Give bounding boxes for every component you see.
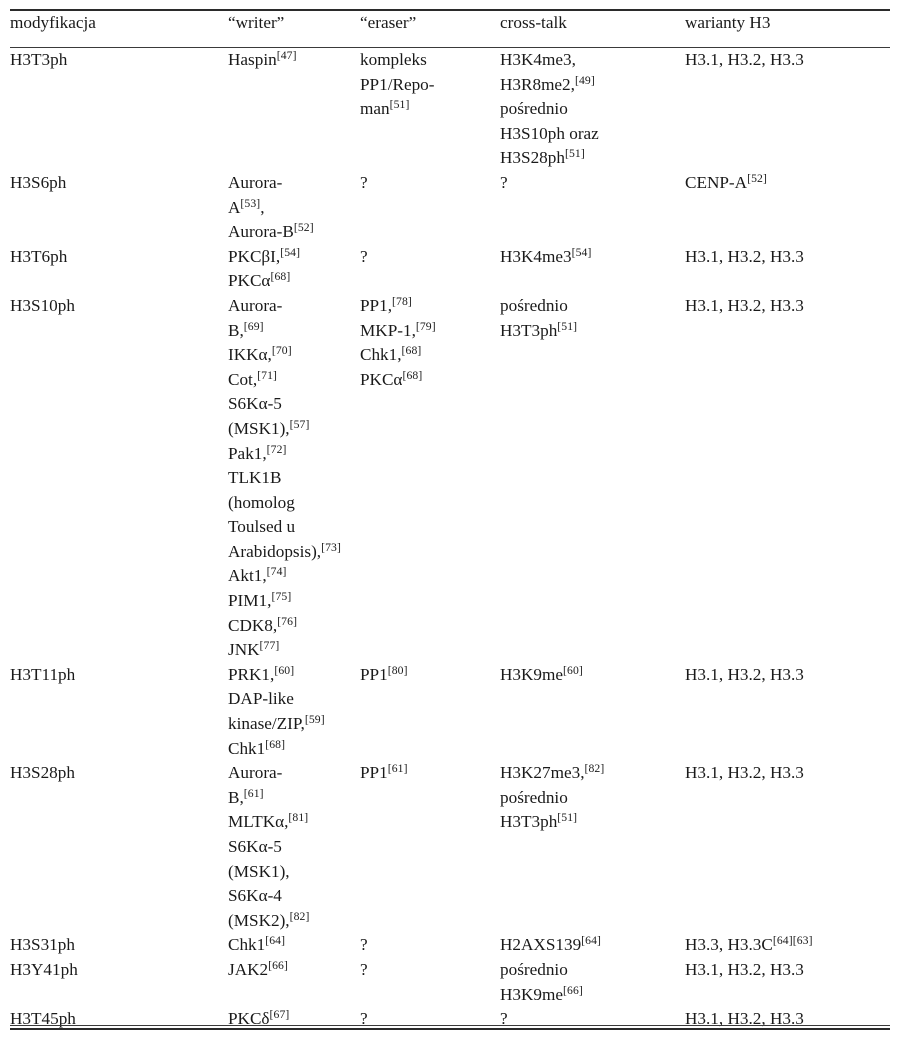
column-header-cross-talk: cross-talk: [500, 13, 567, 32]
cell-line-text: IKKα,: [228, 345, 272, 365]
cell-line: [500, 245, 685, 270]
cell-line-text: man: [360, 99, 390, 119]
reference-marker: [68]: [270, 270, 291, 284]
cell-line: [360, 933, 500, 958]
cell-line-text: Pak1,: [228, 443, 267, 463]
cell-line-text: PP1/Repo-: [360, 74, 435, 94]
cell-line: [500, 122, 685, 147]
cell-line: [360, 97, 500, 122]
cell-line: [500, 97, 685, 122]
cell-line: [360, 245, 500, 270]
cell-line: [228, 442, 360, 467]
cell-line-text: JNK: [228, 640, 260, 660]
reference-marker: [66]: [268, 958, 288, 972]
cell-line: [685, 958, 890, 983]
cell-line-text: CENP-A: [685, 172, 748, 192]
cell-modyfikacja: H3T6ph: [10, 246, 68, 266]
eraser-lines: [360, 761, 500, 786]
cell-line-text: H3T3ph: [500, 320, 558, 340]
cell-eraser: [360, 171, 500, 245]
reference-marker: [79]: [415, 319, 436, 333]
cell-warianty-h3: [685, 294, 890, 663]
cell-writer: [228, 958, 360, 1007]
cell-line-text: (MSK1),: [228, 861, 290, 881]
cell-line-text: H3K9me: [500, 664, 564, 684]
cell-line-text: Aurora-B: [228, 222, 294, 242]
reference-marker: [81]: [288, 811, 309, 825]
cell-line-text: pośrednio: [500, 295, 568, 315]
cell-line: [228, 368, 360, 393]
column-header-warianty-h3: warianty H3: [685, 13, 771, 32]
cell-line-text: Aurora-: [228, 295, 283, 315]
reference-marker: [72]: [266, 442, 287, 456]
reference-marker: [82]: [289, 909, 310, 923]
cell-line-text: H3K4me3,: [500, 50, 576, 69]
variant-lines: [685, 761, 890, 786]
cell-line-text: H3R8me2,: [500, 74, 575, 94]
reference-marker: [59]: [304, 712, 325, 726]
cell-line: [500, 73, 685, 98]
cell-warianty-h3: [685, 48, 890, 171]
reference-marker: [70]: [271, 344, 292, 358]
cell-line-text: Aurora-: [228, 763, 283, 783]
cell-line-text: H3.1, H3.2, H3.3: [685, 295, 804, 315]
cell-eraser: [360, 761, 500, 933]
cell-line-text: ?: [360, 1009, 368, 1029]
cell-writer: [228, 48, 360, 171]
reference-marker: [49]: [574, 73, 595, 87]
cell-line: [500, 146, 685, 171]
reference-marker: [77]: [259, 639, 280, 653]
cell-line: [500, 294, 685, 319]
cell-eraser: [360, 48, 500, 171]
table-row: [10, 294, 890, 663]
cell-line: [228, 958, 360, 983]
reference-marker: [74]: [266, 565, 287, 579]
cell-line: [228, 515, 360, 540]
variant-lines: [685, 245, 890, 270]
cell-eraser: [360, 294, 500, 663]
cell-line: [360, 343, 500, 368]
cell-line-text: H3.1, H3.2, H3.3: [685, 1009, 804, 1029]
cell-line: [360, 958, 500, 983]
cell-line: [500, 48, 685, 73]
reference-marker: [60]: [563, 663, 583, 677]
cell-line-text: Arabidopsis),: [228, 541, 322, 561]
reference-marker: [57]: [289, 417, 310, 431]
cell-cross-talk: [500, 663, 685, 761]
cell-line: [228, 294, 360, 319]
cell-eraser: [360, 245, 500, 294]
cell-line-text: Aurora-: [228, 172, 283, 192]
cell-line: [228, 860, 360, 885]
cell-line-text: pośrednio: [500, 959, 568, 979]
cell-line-text: Cot,: [228, 369, 258, 389]
cell-line-text: Chk1: [228, 738, 266, 758]
cell-warianty-h3: [685, 761, 890, 933]
cell-line-text: B,: [228, 787, 244, 807]
cell-line-text: PKCδ: [228, 1009, 270, 1029]
table-row: [10, 48, 890, 171]
cell-line: [228, 392, 360, 417]
cell-line-text: (MSK1),: [228, 418, 290, 438]
reference-marker: [64][63]: [772, 934, 813, 948]
eraser-lines: [360, 933, 500, 958]
cell-writer: [228, 933, 360, 958]
variant-lines: [685, 933, 890, 958]
cell-line: [228, 909, 360, 934]
cell-modyfikacja: H3S6ph: [10, 172, 67, 192]
variant-lines: [685, 171, 890, 196]
cell-line: [500, 958, 685, 983]
cell-line-text: (MSK2),: [228, 910, 290, 930]
cell-line: [228, 245, 360, 270]
cell-line-text: H3S28ph: [500, 148, 565, 168]
cell-line: [685, 761, 890, 786]
reference-marker: [66]: [563, 983, 583, 997]
reference-marker: [64]: [265, 934, 286, 948]
reference-marker: [61]: [243, 786, 264, 800]
eraser-lines: [360, 294, 500, 392]
table-row: [10, 761, 890, 933]
cell-warianty-h3: [685, 933, 890, 958]
variant-lines: [685, 294, 890, 319]
writer-lines: [228, 171, 360, 245]
cell-line-text: ?: [500, 1009, 508, 1029]
writer-lines: [228, 245, 360, 294]
cell-writer: [228, 171, 360, 245]
cell-modyfikacja: H3S28ph: [10, 763, 75, 783]
reference-marker: [68]: [402, 368, 423, 382]
cell-line: [228, 687, 360, 712]
cross-talk-lines: [500, 958, 685, 1007]
cell-warianty-h3: [685, 663, 890, 761]
cell-line: [228, 171, 360, 196]
reference-marker: [51]: [564, 147, 585, 161]
cell-modyfikacja: H3S31ph: [10, 935, 75, 955]
cell-line: [228, 466, 360, 491]
cell-line: [500, 319, 685, 344]
table-row: [10, 958, 890, 1007]
reference-marker: [75]: [271, 589, 292, 603]
cell-line: [360, 368, 500, 393]
histone-modification-table-body: [10, 48, 890, 1032]
cell-line-text: H3K9me: [500, 984, 564, 1004]
reference-marker: [54]: [571, 245, 592, 259]
reference-marker: [52]: [747, 171, 767, 185]
cell-eraser: [360, 958, 500, 1007]
reference-marker: [64]: [581, 934, 602, 948]
cross-talk-lines: [500, 48, 685, 171]
cell-line: [685, 294, 890, 319]
cell-line-text: H3.1, H3.2, H3.3: [685, 959, 804, 979]
cell-line-text: DAP-like: [228, 689, 294, 709]
cell-line: [228, 761, 360, 786]
cell-line-text: S6Kα-5: [228, 837, 282, 856]
cross-talk-lines: [500, 294, 685, 343]
cell-line: [228, 196, 360, 221]
column-header-modyfikacja: modyfikacja: [10, 13, 96, 32]
cell-line: [228, 835, 360, 860]
cell-line: [685, 171, 890, 196]
cell-line: [685, 663, 890, 688]
cell-line-text: H3T3ph: [500, 812, 558, 832]
cell-line-text: H3.1, H3.2, H3.3: [685, 50, 804, 69]
cell-line: [360, 319, 500, 344]
cell-line-text: TLK1B: [228, 468, 282, 488]
cell-modyfikacja: H3S10ph: [10, 295, 75, 315]
reference-marker: [54]: [280, 245, 301, 259]
table-header-row: [10, 11, 890, 47]
cell-line-text: B,: [228, 320, 244, 340]
reference-marker: [68]: [401, 344, 422, 358]
document-page: [0, 9, 900, 1051]
cell-line-text: Toulsed u: [228, 517, 296, 537]
reference-marker: [80]: [387, 663, 408, 677]
table-bottom-rule: [10, 1025, 890, 1030]
cell-line-text: H3.1, H3.2, H3.3: [685, 246, 804, 266]
variant-lines: [685, 48, 890, 73]
cell-line-text: (homolog: [228, 492, 295, 512]
cell-line-text: MLTKα,: [228, 812, 289, 832]
table-row: [10, 171, 890, 245]
cell-line-text: ?: [360, 935, 368, 955]
reference-marker: [53]: [240, 196, 261, 210]
eraser-lines: [360, 48, 500, 122]
column-header-writer: “writer”: [228, 13, 285, 32]
cell-line: [500, 983, 685, 1008]
cell-line-text: ?: [500, 172, 508, 192]
cell-cross-talk: [500, 245, 685, 294]
cell-line: [228, 638, 360, 663]
eraser-lines: [360, 171, 500, 196]
cell-warianty-h3: [685, 245, 890, 294]
cell-line-text: ?: [360, 172, 368, 192]
cell-modyfikacja: H3Y41ph: [10, 959, 78, 979]
cell-line-text: PIM1,: [228, 591, 272, 611]
reference-marker: [61]: [387, 762, 408, 776]
cell-line: [228, 564, 360, 589]
cell-warianty-h3: [685, 958, 890, 1007]
cell-line: [500, 810, 685, 835]
reference-marker: [51]: [557, 811, 578, 825]
cell-line: [228, 589, 360, 614]
cell-line: [228, 712, 360, 737]
reference-marker: [78]: [392, 294, 412, 308]
cell-line: [685, 48, 890, 73]
cell-line: [228, 540, 360, 565]
writer-lines: [228, 48, 360, 73]
cell-cross-talk: [500, 958, 685, 1007]
cell-line-text: Chk1: [228, 935, 266, 955]
cell-cross-talk: [500, 761, 685, 933]
cell-cross-talk: [500, 171, 685, 245]
cell-line: [360, 663, 500, 688]
cell-line: [228, 220, 360, 245]
cell-line: [228, 48, 360, 73]
cell-line-text: H3.1, H3.2, H3.3: [685, 763, 804, 783]
reference-marker: [67]: [269, 1008, 290, 1022]
cell-line-text: MKP-1,: [360, 320, 416, 340]
cross-talk-lines: [500, 933, 685, 958]
reference-marker: [69]: [243, 319, 264, 333]
writer-lines: [228, 761, 360, 933]
cell-line: [360, 761, 500, 786]
cell-eraser: [360, 933, 500, 958]
table-row: [10, 933, 890, 958]
table-row: [10, 663, 890, 761]
cell-line-text: H3K27me3,: [500, 763, 585, 783]
reference-marker: [51]: [389, 98, 410, 112]
cell-line: [228, 884, 360, 909]
reference-marker: [73]: [321, 540, 341, 554]
cell-cross-talk: [500, 294, 685, 663]
cell-line: [500, 933, 685, 958]
cell-line: [685, 933, 890, 958]
cell-line-text: CDK8,: [228, 615, 278, 635]
cell-line: [360, 171, 500, 196]
table-header: [10, 11, 890, 47]
cell-line-text: PP1: [360, 664, 388, 684]
cell-line-text: Haspin: [228, 50, 277, 69]
cell-line-text: H3K4me3: [500, 246, 572, 266]
cell-modyfikacja: H3T45ph: [10, 1009, 76, 1029]
cell-eraser: [360, 663, 500, 761]
eraser-lines: [360, 245, 500, 270]
cell-line: [228, 614, 360, 639]
cell-line-text: pośrednio: [500, 99, 568, 119]
reference-marker: [71]: [257, 368, 278, 382]
cell-line-text: H3.1, H3.2, H3.3: [685, 664, 804, 684]
reference-marker: [76]: [277, 614, 298, 628]
cell-writer: [228, 294, 360, 663]
cell-cross-talk: [500, 48, 685, 171]
cell-cross-talk: [500, 933, 685, 958]
cell-line: [228, 933, 360, 958]
cell-line: [228, 343, 360, 368]
cell-line: [360, 73, 500, 98]
cell-warianty-h3: [685, 171, 890, 245]
cell-line-text: PP1: [360, 763, 388, 783]
cell-line-text: PKCα: [228, 271, 271, 291]
cell-writer: [228, 245, 360, 294]
cell-line-text: H2AXS139: [500, 935, 582, 955]
variant-lines: [685, 958, 890, 983]
writer-lines: [228, 663, 360, 761]
cell-line-text: kinase/ZIP,: [228, 714, 305, 734]
cross-talk-lines: [500, 663, 685, 688]
cell-line-text: PP1,: [360, 295, 393, 315]
reference-marker: [47]: [276, 48, 297, 62]
cell-line: [500, 786, 685, 811]
cell-line: [685, 245, 890, 270]
cell-line: [360, 48, 500, 73]
cell-modyfikacja: H3T11ph: [10, 664, 76, 684]
column-header-eraser: “eraser”: [360, 13, 417, 32]
writer-lines: [228, 933, 360, 958]
cell-line-text: Chk1,: [360, 345, 402, 365]
cell-line-text: kompleks: [360, 50, 427, 69]
cell-line-text: JAK2: [228, 959, 269, 979]
cell-line: [228, 491, 360, 516]
cell-modyfikacja: H3T3ph: [10, 50, 68, 69]
cell-line-text: PRK1,: [228, 664, 275, 684]
cell-line: [500, 171, 685, 196]
cell-line-text: Akt1,: [228, 566, 267, 586]
writer-lines: [228, 294, 360, 663]
cell-line-text: PKCβI,: [228, 246, 281, 266]
cell-line: [228, 737, 360, 762]
cell-line-text: pośrednio: [500, 787, 568, 807]
cell-line: [228, 319, 360, 344]
cell-line-text: ?: [360, 246, 368, 266]
cell-line: [228, 810, 360, 835]
cross-talk-lines: [500, 171, 685, 196]
eraser-lines: [360, 663, 500, 688]
cell-writer: [228, 663, 360, 761]
histone-modification-table: [10, 11, 890, 47]
cross-talk-lines: [500, 761, 685, 835]
cell-line-text: PKCα: [360, 369, 403, 389]
cell-writer: [228, 761, 360, 933]
reference-marker: [51]: [557, 319, 578, 333]
reference-marker: [82]: [584, 762, 605, 776]
cell-line-text: S6Kα-4: [228, 886, 282, 906]
cell-line: [228, 663, 360, 688]
cell-line: [228, 269, 360, 294]
cell-line: [500, 761, 685, 786]
cell-line-text: H3S10ph oraz: [500, 123, 599, 143]
cell-line-text: H3.3, H3.3C: [685, 935, 773, 955]
reference-marker: [52]: [293, 221, 314, 235]
table-body: [10, 48, 890, 1032]
cell-line-text: A: [228, 197, 241, 217]
cross-talk-lines: [500, 245, 685, 270]
table-row: [10, 245, 890, 294]
cell-line-text: S6Kα-5: [228, 394, 282, 414]
eraser-lines: [360, 958, 500, 983]
cell-line-tail: ,: [260, 197, 265, 217]
variant-lines: [685, 663, 890, 688]
cell-line: [228, 786, 360, 811]
reference-marker: [68]: [265, 737, 286, 751]
cell-line: [360, 294, 500, 319]
reference-marker: [60]: [274, 663, 295, 677]
writer-lines: [228, 958, 360, 983]
cell-line: [500, 663, 685, 688]
cell-line: [228, 417, 360, 442]
cell-line-text: ?: [360, 959, 368, 979]
